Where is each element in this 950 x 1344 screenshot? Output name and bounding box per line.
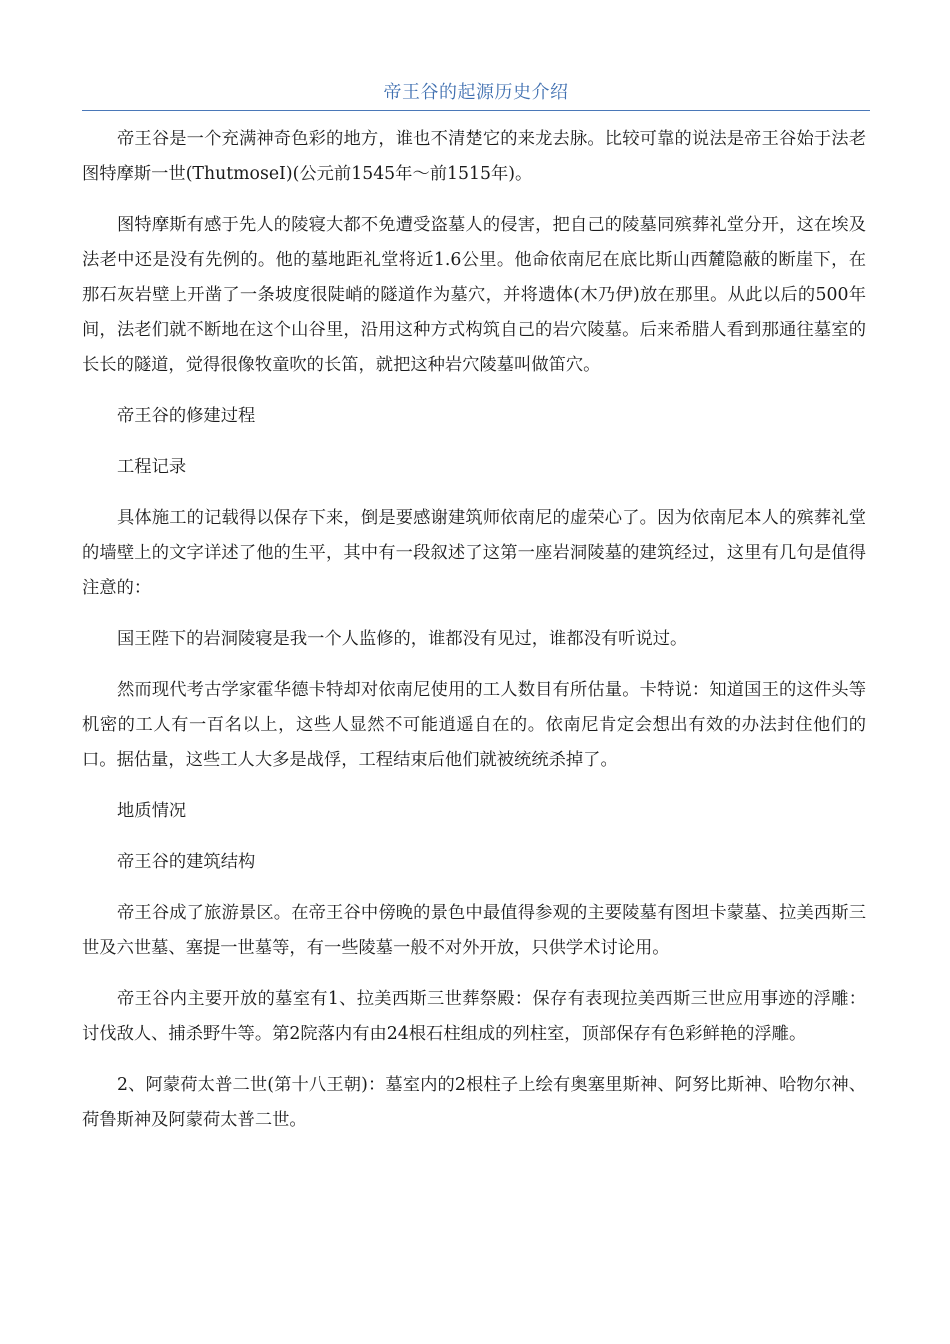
paragraph-records: 具体施工的记载得以保存下来，倒是要感谢建筑师依南尼的虚荣心了。因为依南尼本人的殡葬礼堂的墙壁上的文字详述了他的生平，其中有一段叙述了这第一座岩洞陵墓的建筑经过，这里有几句是值得注意的：	[82, 508, 866, 598]
paragraph-tomb-1: 帝王谷内主要开放的墓室有1、拉美西斯三世葬祭殿：保存有表现拉美西斯三世应用事迹的浮雕：讨伐敌人、捕杀野牛等。第2院落内有由24根石柱组成的列柱室，顶部保存有色彩鲜艳的浮雕。	[82, 989, 866, 1044]
paragraph-tourism: 帝王谷成了旅游景区。在帝王谷中傍晚的景色中最值得参观的主要陵墓有图坦卡蒙墓、拉美西斯三世及六世墓、塞提一世墓等，有一些陵墓一般不对外开放，只供学术讨论用。	[82, 903, 866, 958]
document-header	[82, 80, 870, 111]
section-heading-construction: 帝王谷的修建过程	[117, 406, 256, 426]
paragraph-origin: 帝王谷是一个充满神奇色彩的地方，谁也不清楚它的来龙去脉。比较可靠的说法是帝王谷始于法老图特摩斯一世(ThutmoseI)(公元前1545年～前1515年)。	[82, 129, 866, 184]
section-heading-structure: 帝王谷的建筑结构	[117, 852, 256, 872]
paragraph-carter: 然而现代考古学家霍华德卡特却对依南尼使用的工人数目有所估量。卡特说：知道国王的这件头等机密的工人有一百名以上，这些人显然不可能逍遥自在的。依南尼肯定会想出有效的办法封住他们的口。据估量，这些工人大多是战俘，工程结束后他们就被统统杀掉了。	[82, 680, 866, 770]
paragraph-tomb-2: 2、阿蒙荷太普二世(第十八王朝)：墓室内的2根柱子上绘有奥塞里斯神、阿努比斯神、哈物尔神、荷鲁斯神及阿蒙荷太普二世。	[82, 1075, 866, 1130]
paragraph-tomb-history: 图特摩斯有感于先人的陵寝大都不免遭受盗墓人的侵害，把自己的陵墓同殡葬礼堂分开，这在埃及法老中还是没有先例的。他的墓地距礼堂将近1.6公里。他命依南尼在底比斯山西麓隐蔽的断崖下，在那石灰岩壁上开凿了一条坡度很陡峭的隧道作为墓穴，并将遗体(木乃伊)放在那里。从此以后的500年间，法老们就不断地在这个山谷里，沿用这种方式构筑自己的岩穴陵墓。后来希腊人看到那通往墓室的长长的隧道，觉得很像牧童吹的长笛，就把这种岩穴陵墓叫做笛穴。	[82, 215, 866, 375]
document-body	[82, 122, 866, 1154]
document-title: 帝王谷的起源历史介绍	[383, 82, 569, 103]
section-heading-geology: 地质情况	[117, 801, 187, 821]
section-heading-records: 工程记录	[117, 457, 187, 477]
paragraph-quote: 国王陛下的岩洞陵寝是我一个人监修的，谁都没有见过，谁都没有听说过。	[117, 629, 688, 649]
